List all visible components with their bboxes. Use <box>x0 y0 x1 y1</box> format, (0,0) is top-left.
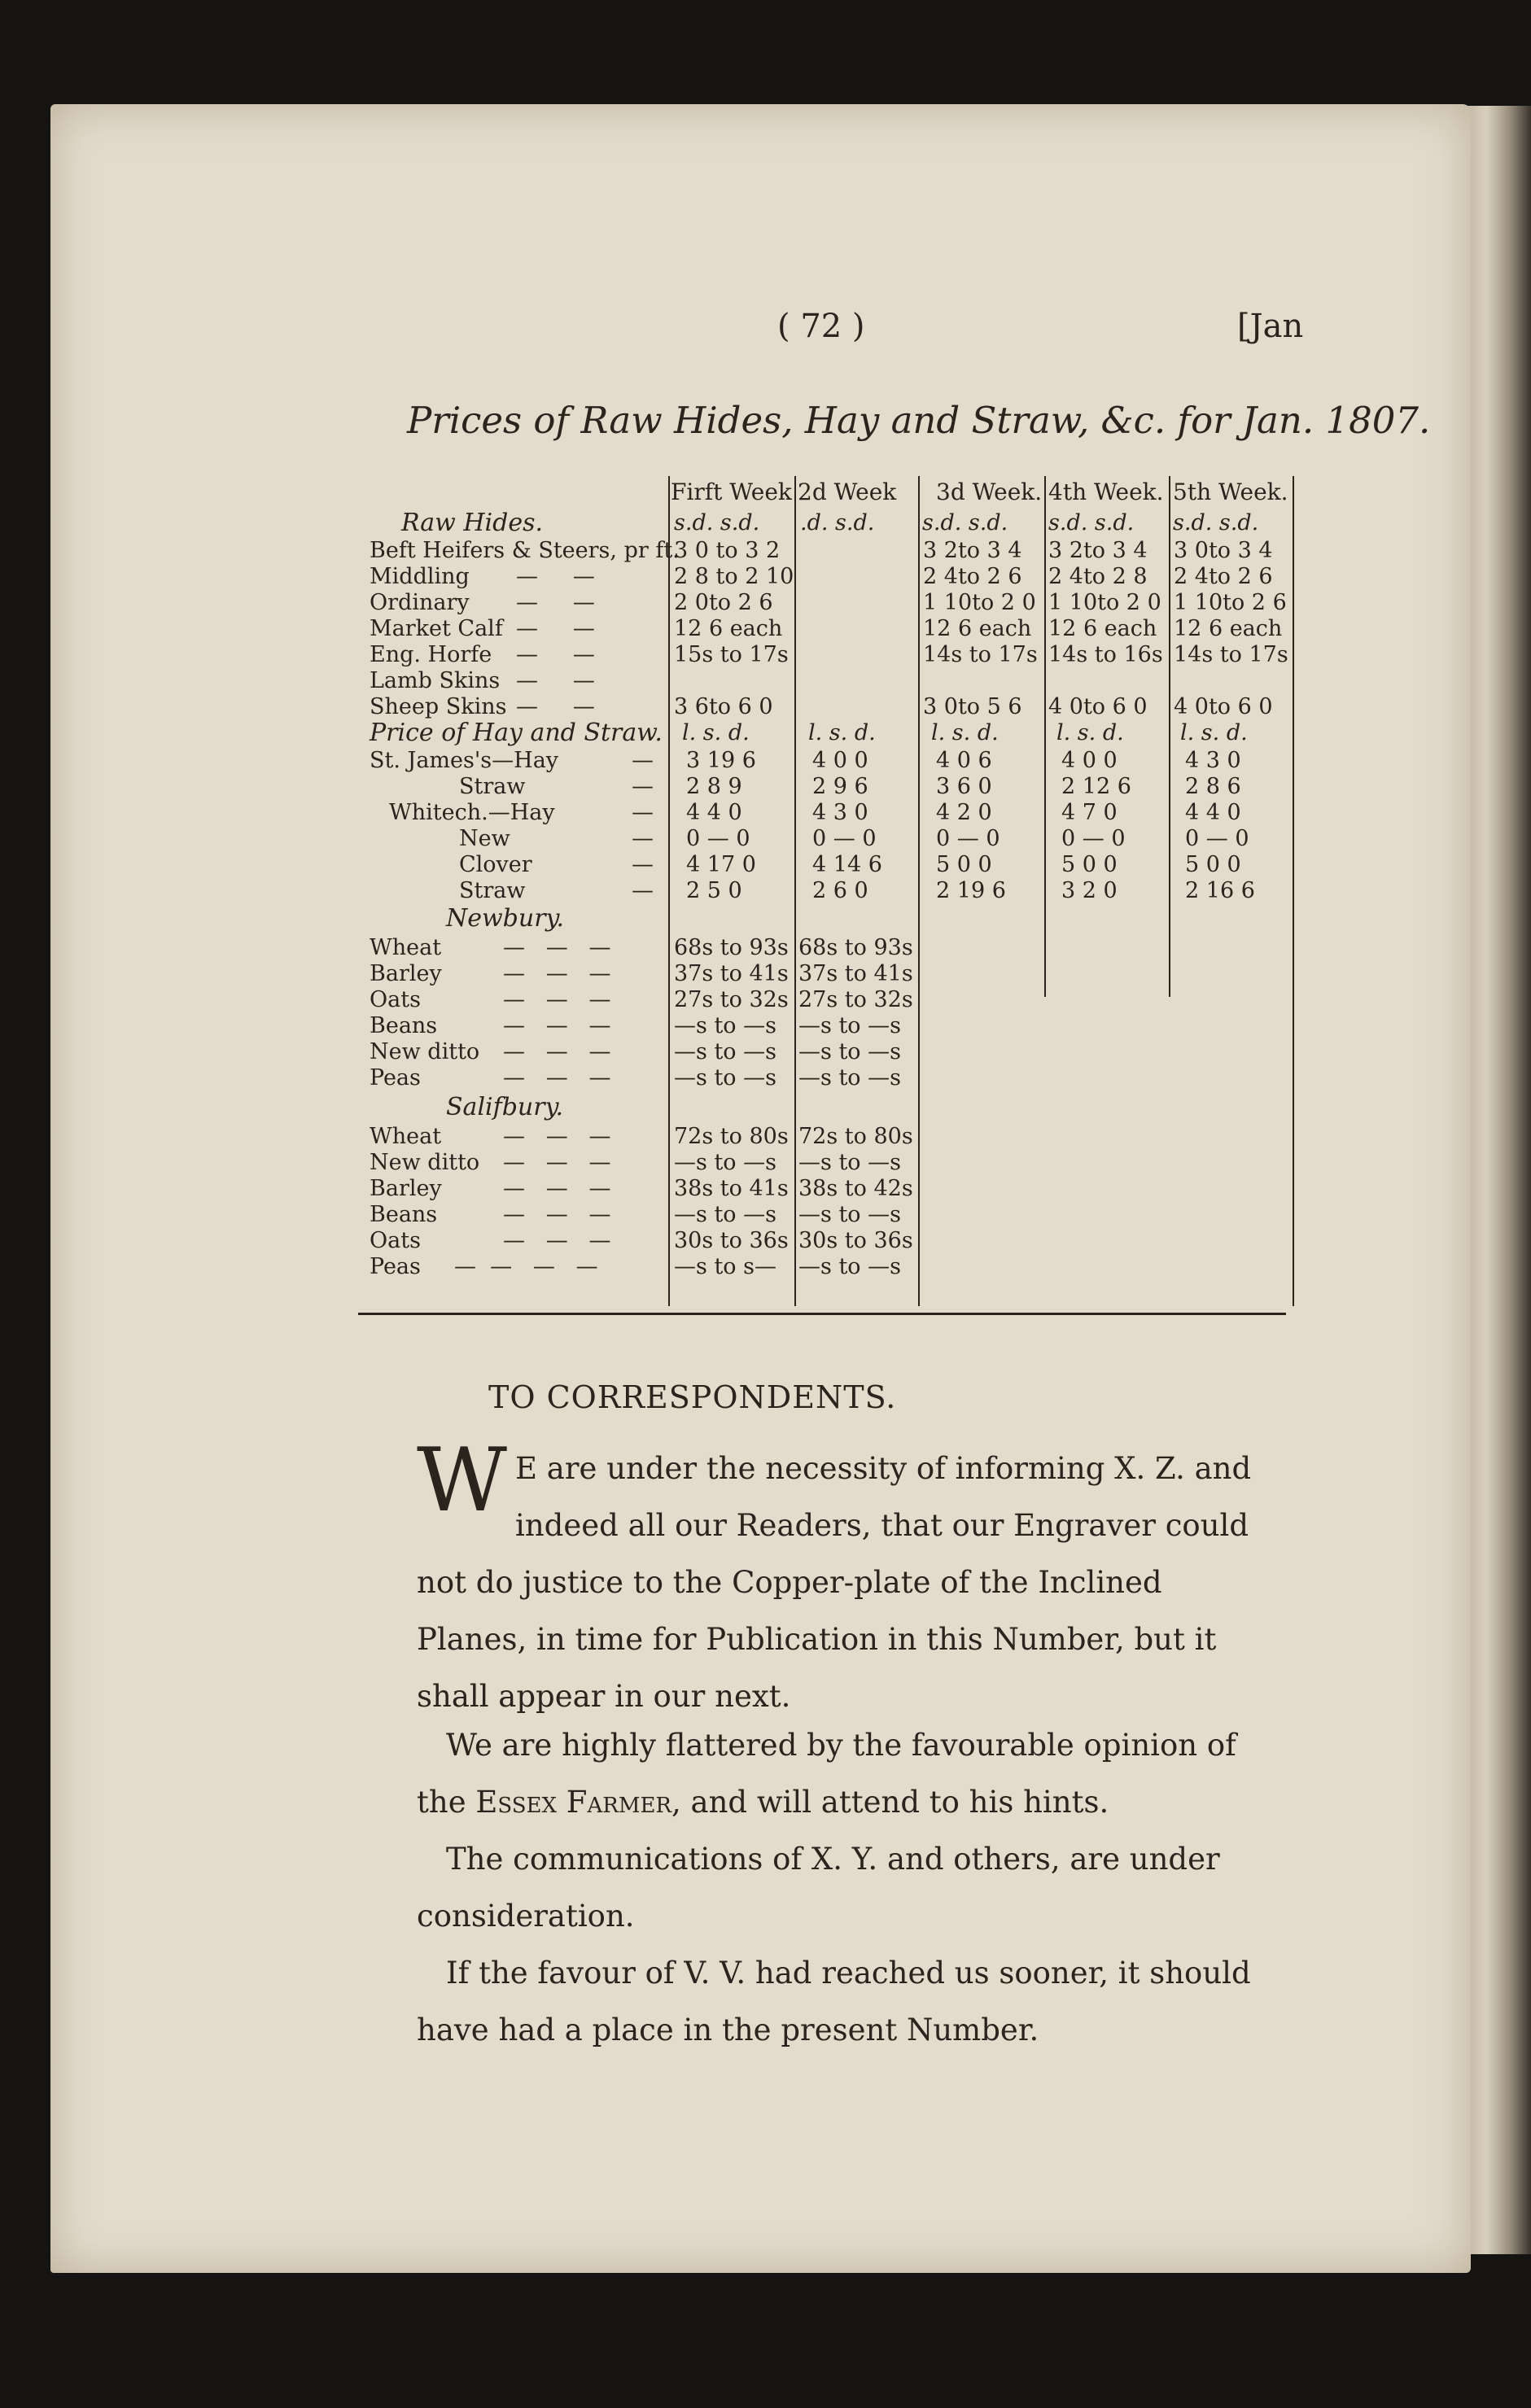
row-label: Oats <box>370 987 421 1012</box>
cell: 14s to 16s <box>1048 642 1163 667</box>
cell: 12 6 each <box>674 616 783 641</box>
row-label: Barley <box>370 1176 442 1201</box>
dash: — — — <box>503 935 611 960</box>
cell: 4 17 0 <box>686 852 756 877</box>
cell: 1 10to 2 6 <box>1174 590 1287 615</box>
cell: 12 6 each <box>1048 616 1157 641</box>
cell: 38s to 42s <box>798 1176 913 1201</box>
cell: —s to —s <box>674 1013 776 1038</box>
dash: — <box>632 826 654 851</box>
cell: 2 16 6 <box>1185 878 1255 903</box>
cell: 3 2to 3 4 <box>1048 538 1148 563</box>
dash: — — — <box>503 1065 611 1090</box>
cell: 0 — 0 <box>686 826 750 851</box>
cell: 4 14 6 <box>812 852 882 877</box>
cell: 2 4to 2 8 <box>1048 564 1148 589</box>
unit-header: s.d. s.d. <box>1048 510 1135 535</box>
cell: —s to —s <box>674 1202 776 1227</box>
cell: 3 6 0 <box>936 774 992 799</box>
row-label: Peas <box>370 1254 421 1279</box>
cell: 0 — 0 <box>1185 826 1249 851</box>
week-header: 2d Week <box>798 479 897 505</box>
cell: 72s to 80s <box>674 1124 789 1149</box>
dash: — <box>632 878 654 903</box>
cell: 2 8 9 <box>686 774 742 799</box>
cell: 2 4to 2 6 <box>1174 564 1273 589</box>
price-table <box>357 476 1305 1314</box>
dash: — — — <box>503 1228 611 1253</box>
cell: 5 0 0 <box>1061 852 1118 877</box>
cell: 2 8 to 2 10 <box>674 564 794 589</box>
cell: 3 6to 6 0 <box>674 694 773 719</box>
cell: 3 19 6 <box>686 748 756 773</box>
dash: — <box>632 774 654 799</box>
column-divider <box>1169 476 1170 997</box>
row-label: Eng. Horfe <box>370 642 492 667</box>
cell: —s to —s <box>674 1065 776 1090</box>
cell: —s to —s <box>798 1202 901 1227</box>
cell: —s to —s <box>798 1065 901 1090</box>
cell: —s to —s <box>798 1150 901 1175</box>
cell: 2 0to 2 6 <box>674 590 773 615</box>
cell: 0 — 0 <box>1061 826 1126 851</box>
cell: 4 0 0 <box>812 748 868 773</box>
cell: 14s to 17s <box>923 642 1038 667</box>
row-label: Clover <box>459 852 532 877</box>
cell: 15s to 17s <box>674 642 789 667</box>
hay-heading: Price of Hay and Straw. <box>370 719 663 747</box>
cell: 38s to 41s <box>674 1176 789 1201</box>
cell: 2 9 6 <box>812 774 868 799</box>
essex-farmer: Essex Farmer <box>475 1785 672 1820</box>
row-label: Lamb Skins <box>370 668 501 693</box>
correspondents-paragraph-1 <box>417 1430 1263 1725</box>
dash: — — <box>516 616 595 641</box>
correspondents-paragraph-3: The communications of X. Y. and others, are under consideration. <box>417 1842 1220 1934</box>
page-title: Prices of Raw Hides, Hay and Straw, &c. for Jan. 1807. <box>407 399 1431 442</box>
dash: — <box>632 852 654 877</box>
cell: 4 3 0 <box>812 800 868 825</box>
paragraph-text: We are highly flattered by the favourable opinion of the <box>417 1728 1236 1820</box>
row-label: St. James's—Hay <box>370 748 559 773</box>
cell: 68s to 93s <box>798 935 913 960</box>
cell: 27s to 32s <box>674 987 789 1012</box>
dash: — — <box>516 668 595 693</box>
unit-header: s.d. s.d. <box>922 510 1008 535</box>
cell: 3 0to 5 6 <box>923 694 1022 719</box>
row-label: New ditto <box>370 1039 480 1064</box>
row-label: Wheat <box>370 935 442 960</box>
cell: 2 5 0 <box>686 878 742 903</box>
page-number: ( 72 ) <box>777 308 865 345</box>
dash: — <box>632 748 654 773</box>
cell: 1 10to 2 0 <box>923 590 1036 615</box>
dash: — — <box>516 564 595 589</box>
dash: — — <box>516 642 595 667</box>
cell: 4 4 0 <box>1185 800 1241 825</box>
cell: 3 2to 3 4 <box>923 538 1022 563</box>
dash: — — — <box>503 961 611 986</box>
column-divider <box>1044 476 1046 997</box>
cell: —s to —s <box>798 1254 901 1279</box>
paragraph-text: E are under the necessity of informing X. Z. and indeed all our Readers, that our Engraver could not do justice to the Copper-plate of the Inclined Planes, in time for Publication in this Number, but it shall appear in our next. <box>417 1451 1252 1714</box>
table-bottom-rule <box>358 1313 1286 1315</box>
dash: — — <box>516 694 595 719</box>
cell: 27s to 32s <box>798 987 913 1012</box>
cell: 2 12 6 <box>1061 774 1131 799</box>
dash: — — <box>516 590 595 615</box>
week-header: 4th Week. <box>1048 479 1164 505</box>
cell: 5 0 0 <box>936 852 992 877</box>
cell: —s to —s <box>674 1150 776 1175</box>
unit-header: l. s. d. <box>808 720 876 745</box>
week-header: Firft Week <box>671 479 792 505</box>
cell: 12 6 each <box>923 616 1032 641</box>
cell: 2 19 6 <box>936 878 1006 903</box>
row-label: Straw <box>459 878 526 903</box>
cell: 3 0to 3 4 <box>1174 538 1273 563</box>
cell: 2 4to 2 6 <box>923 564 1022 589</box>
cell: 4 0 6 <box>936 748 992 773</box>
dash: — — — <box>503 1176 611 1201</box>
dash: — — — <box>503 987 611 1012</box>
cell: 30s to 36s <box>674 1228 789 1253</box>
salisbury-heading: Salifbury. <box>446 1093 564 1121</box>
dash: — — — — <box>454 1254 598 1279</box>
cell: 37s to 41s <box>798 961 913 986</box>
row-label: Straw <box>459 774 526 799</box>
dash: — — — <box>503 1202 611 1227</box>
unit-header: l. s. d. <box>931 720 999 745</box>
row-label: Peas <box>370 1065 421 1090</box>
cell: 2 6 0 <box>812 878 868 903</box>
row-label: Middling <box>370 564 470 589</box>
cell: 5 0 0 <box>1185 852 1241 877</box>
cell: 4 0to 6 0 <box>1174 694 1273 719</box>
unit-header: l. s. d. <box>1180 720 1248 745</box>
row-label: Barley <box>370 961 442 986</box>
cell: 4 4 0 <box>686 800 742 825</box>
newbury-heading: Newbury. <box>446 904 565 933</box>
cell: 14s to 17s <box>1174 642 1288 667</box>
cell: 4 3 0 <box>1185 748 1241 773</box>
unit-header: l. s. d. <box>682 720 750 745</box>
column-divider <box>794 476 796 1306</box>
row-label: New <box>459 826 510 851</box>
correspondents-heading: TO CORRESPONDENTS. <box>488 1379 897 1415</box>
cell: 68s to 93s <box>674 935 789 960</box>
paragraph-text: , and will attend to his hints. <box>671 1785 1109 1820</box>
cell: —s to —s <box>798 1013 901 1038</box>
drop-cap: W <box>417 1430 508 1532</box>
cell: 1 10to 2 0 <box>1048 590 1161 615</box>
column-divider <box>668 476 670 1306</box>
cell: 3 2 0 <box>1061 878 1118 903</box>
cell: 30s to 36s <box>798 1228 913 1253</box>
row-label: Ordinary <box>370 590 470 615</box>
cell: 4 2 0 <box>936 800 992 825</box>
raw-hides-heading: Raw Hides. <box>401 509 544 537</box>
row-label: Beft Heifers & Steers, pr ft. <box>370 538 680 563</box>
column-divider <box>918 476 920 1306</box>
unit-header: .d. s.d. <box>800 510 875 535</box>
cell: 12 6 each <box>1174 616 1283 641</box>
cell: 4 7 0 <box>1061 800 1118 825</box>
cell: —s to —s <box>674 1039 776 1064</box>
row-label: Oats <box>370 1228 421 1253</box>
cell: 0 — 0 <box>936 826 1000 851</box>
unit-header: l. s. d. <box>1056 720 1124 745</box>
dash: — <box>632 800 654 825</box>
row-label: Sheep Skins <box>370 694 507 719</box>
row-label: Whitech.—Hay <box>389 800 555 825</box>
dash: — — — <box>503 1150 611 1175</box>
cell: 3 0 to 3 2 <box>674 538 781 563</box>
cell: 4 0to 6 0 <box>1048 694 1148 719</box>
correspondents-paragraph-2 <box>417 1717 1263 1831</box>
row-label: Beans <box>370 1013 438 1038</box>
dash: — — — <box>503 1124 611 1149</box>
cell: 72s to 80s <box>798 1124 913 1149</box>
week-header: 3d Week. <box>936 479 1043 505</box>
cell: —s to s— <box>674 1254 776 1279</box>
row-label: Wheat <box>370 1124 442 1149</box>
dash: — — — <box>503 1039 611 1064</box>
cell: 0 — 0 <box>812 826 877 851</box>
row-label: Beans <box>370 1202 438 1227</box>
unit-header: s.d. s.d. <box>1173 510 1259 535</box>
unit-header: s.d. s.d. <box>674 510 760 535</box>
dash: — — — <box>503 1013 611 1038</box>
cell: —s to —s <box>798 1039 901 1064</box>
cell: 37s to 41s <box>674 961 789 986</box>
row-label: New ditto <box>370 1150 480 1175</box>
cell: 4 0 0 <box>1061 748 1118 773</box>
week-header: 5th Week. <box>1173 479 1288 505</box>
running-head: [Jan <box>1237 308 1304 345</box>
correspondents-paragraph-4: If the favour of V. V. had reached us sooner, it should have had a place in the present Number. <box>417 1956 1251 2047</box>
column-divider <box>1293 476 1294 1306</box>
cell: 2 8 6 <box>1185 774 1241 799</box>
row-label: Market Calf <box>370 616 503 641</box>
